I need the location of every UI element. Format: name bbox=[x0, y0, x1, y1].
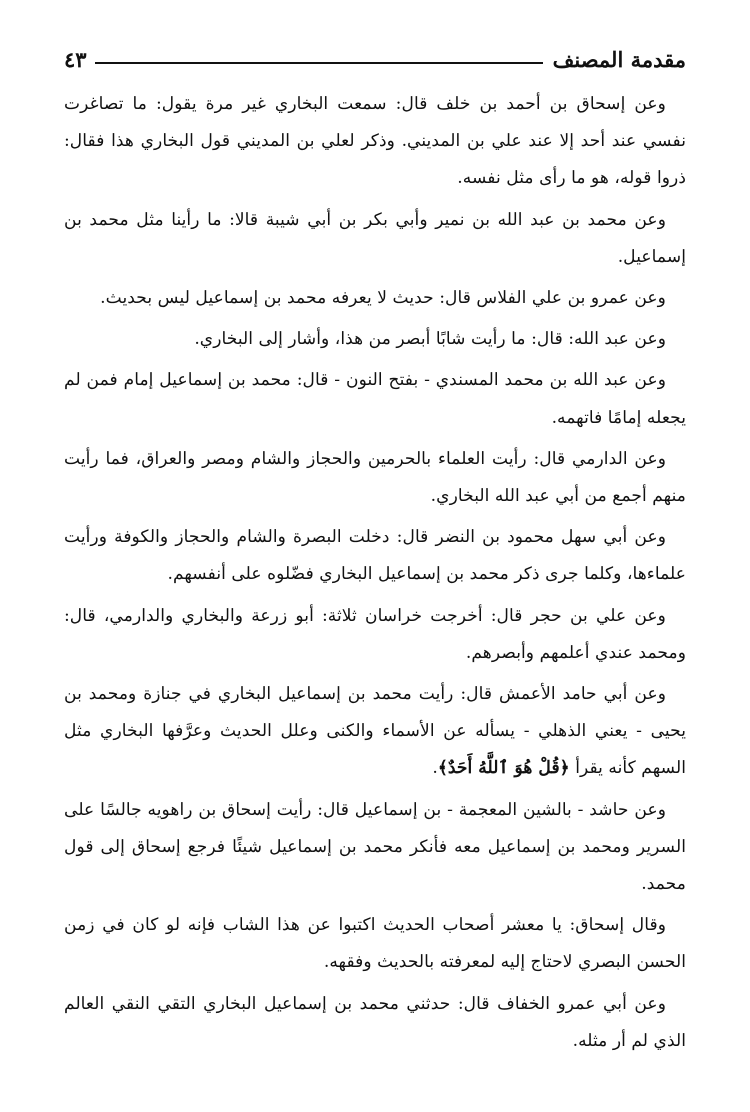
paragraph: وعن علي بن حجر قال: أخرجت خراسان ثلاثة: أبو زرعة والبخاري والدارمي، قال: ومحمد عندي أعلمهم وأبصرهم. bbox=[64, 605, 686, 663]
page-number: ٤٣ bbox=[64, 47, 87, 72]
paragraph: وعن أبي عمرو الخفاف قال: حدثني محمد بن إسماعيل البخاري التقي النقي العالم الذي لم أر مثله. bbox=[64, 993, 686, 1051]
paragraph: وعن الدارمي قال: رأيت العلماء بالحرمين والحجاز والشام ومصر والعراق، فما رأيت منهم أجمع من أبي عبد الله البخاري. bbox=[64, 448, 686, 507]
paragraph-with-quran bbox=[64, 676, 686, 788]
header-rule bbox=[95, 62, 543, 64]
paragraph-text: وعن أبي حامد الأعمش قال: رأيت محمد بن إسماعيل البخاري في جنازة ومحمد بن يحيى - يعني الذهلي - يسأله عن الأسماء والكنى وعلل الحديث وعرَّفها البخاري مثل السهم كأنه يقرأ bbox=[64, 684, 686, 779]
paragraph-end: . bbox=[432, 758, 438, 779]
paragraph: وعن حاشد - بالشين المعجمة - بن إسماعيل قال: رأيت إسحاق بن راهويه جالسًا على السرير ومحمد بن إسماعيل معه فأنكر محمد بن إسماعيل شيئًا فرجع إسحاق إلى قول محمد. bbox=[64, 799, 686, 895]
paragraph: وعن عبد الله: قال: ما رأيت شابًا أبصر من هذا، وأشار إلى البخاري. bbox=[194, 329, 666, 350]
paragraph: وعن أبي سهل محمود بن النضر قال: دخلت البصرة والشام والحجاز والكوفة ورأيت علماءها، وكلما جرى ذكر محمد بن إسماعيل البخاري فضّلوه على أنفسهم. bbox=[64, 527, 686, 585]
quran-quote: ﴿قُلْ هُوَ ٱللَّهُ أَحَدٌ﴾ bbox=[437, 758, 570, 779]
page-header bbox=[64, 38, 686, 72]
paragraph: وعن محمد بن عبد الله بن نمير وأبي بكر بن أبي شيبة قالا: ما رأينا مثل محمد بن إسماعيل. bbox=[64, 209, 686, 267]
paragraph: وعن عمرو بن علي الفلاس قال: حديث لا يعرفه محمد بن إسماعيل ليس بحديث. bbox=[100, 288, 666, 309]
chapter-title: مقدمة المصنف bbox=[552, 47, 686, 72]
page-body bbox=[64, 86, 686, 1064]
paragraph: وعن إسحاق بن أحمد بن خلف قال: سمعت البخاري غير مرة يقول: ما تصاغرت نفسي عند أحد إلا عند علي بن المديني. وذكر لعلي بن المديني قول البخاري هذا فقال: ذروا قوله، هو ما رأى مثل نفسه. bbox=[64, 94, 686, 189]
paragraph: وقال إسحاق: يا معشر أصحاب الحديث اكتبوا عن هذا الشاب فإنه لو كان في زمن الحسن البصري لاحتاج إليه لمعرفته بالحديث وفقهه. bbox=[64, 915, 686, 973]
paragraph: وعن عبد الله بن محمد المسندي - بفتح النون - قال: محمد بن إسماعيل إمام فمن لم يجعله إمامًا فاتهمه. bbox=[64, 370, 686, 428]
